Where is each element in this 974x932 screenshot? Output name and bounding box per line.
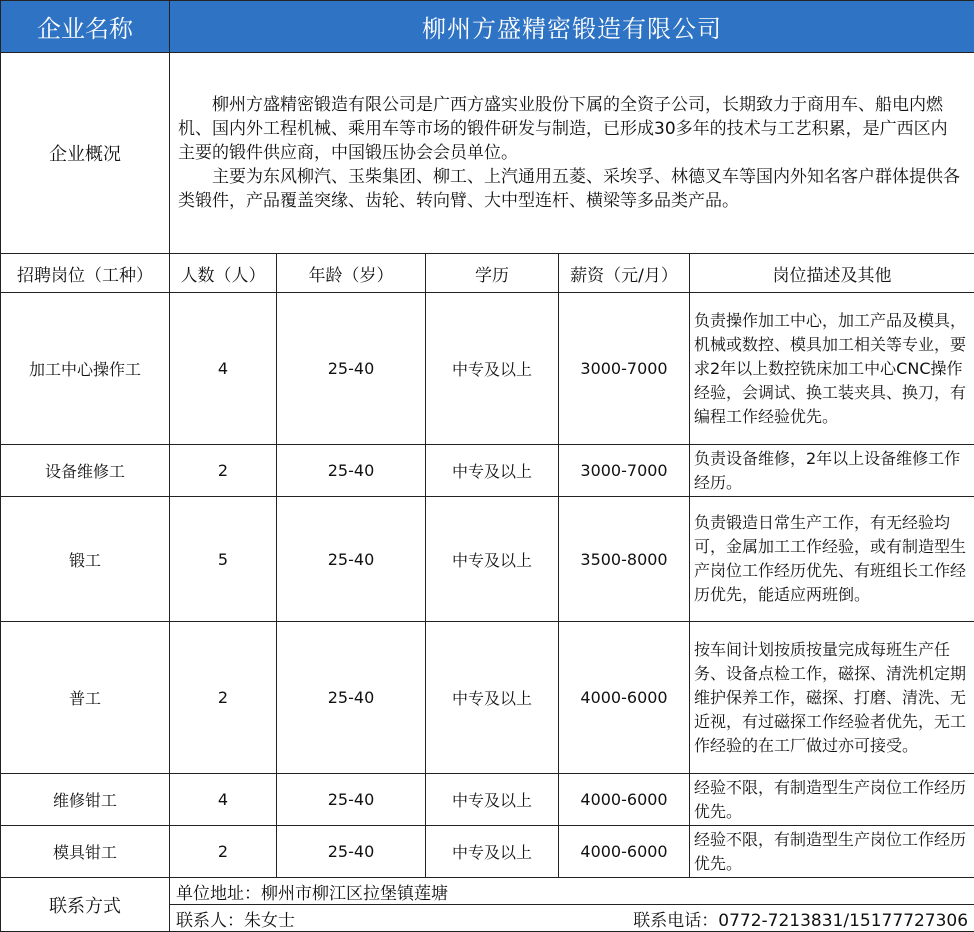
job-salary: 3000-7000 [559,293,690,445]
job-count: 5 [170,497,277,622]
job-education: 中专及以上 [426,497,559,622]
job-position: 锻工 [1,497,170,622]
job-education: 中专及以上 [426,774,559,826]
job-count: 2 [170,622,277,774]
contact-label: 联系方式 [1,878,170,932]
job-description: 负责锻造日常生产工作，有无经验均可，金属加工工作经验，或有制造型生产岗位工作经历优先、有班组长工作经历优先，能适应两班倒。 [690,497,974,622]
job-count: 2 [170,445,277,497]
job-education: 中专及以上 [426,826,559,878]
job-age: 25-40 [277,497,426,622]
overview-paragraph-1: 柳州方盛精密锻造有限公司是广西方盛实业股份下属的全资子公司，长期致力于商用车、船电内燃机、国内外工程机械、乘用车等市场的锻件研发与制造，已形成30多年的技术与工艺积累，是广西区内主要的锻件供应商，中国锻压协会会员单位。 [178,93,964,165]
job-count: 4 [170,293,277,445]
overview-text [170,53,974,254]
job-age: 25-40 [277,293,426,445]
job-education: 中专及以上 [426,622,559,774]
job-description: 按车间计划按质按量完成每班生产任务、设备点检工作，磁探、清洗机定期维护保养工作，磁探、打磨、清洗、无近视，有过磁探工作经验者优先，无工作经验的在工厂做过亦可接受。 [690,622,974,774]
overview-label: 企业概况 [1,53,170,254]
table-row [1,826,974,878]
column-header-position: 招聘岗位（工种） [1,254,170,293]
job-position: 设备维修工 [1,445,170,497]
job-position: 维修钳工 [1,774,170,826]
contact-phone: 联系电话：0772-7213831/15177727306 [633,906,968,931]
column-header-count: 人数（人） [170,254,277,293]
company-name-label: 企业名称 [1,1,170,53]
table-row [1,293,974,445]
table-row [1,445,974,497]
table-row [1,622,974,774]
contact-person: 联系人：朱女士 [176,906,295,931]
job-age: 25-40 [277,622,426,774]
job-count: 4 [170,774,277,826]
column-header-age: 年龄（岁） [277,254,426,293]
job-position: 加工中心操作工 [1,293,170,445]
job-position: 普工 [1,622,170,774]
job-position: 模具钳工 [1,826,170,878]
job-description: 经验不限，有制造型生产岗位工作经历优先。 [690,826,974,878]
job-count: 2 [170,826,277,878]
job-salary: 4000-6000 [559,826,690,878]
column-header-description: 岗位描述及其他 [690,254,974,293]
job-salary: 3500-8000 [559,497,690,622]
job-salary: 4000-6000 [559,622,690,774]
company-name: 柳州方盛精密锻造有限公司 [170,1,974,53]
job-salary: 4000-6000 [559,774,690,826]
contact-address: 单位地址：柳州市柳江区拉堡镇莲塘 [170,878,974,905]
column-header-salary: 薪资（元/月） [559,254,690,293]
job-description: 负责操作加工中心，加工产品及模具，机械或数控、模具加工相关等专业，要求2年以上数控铣床加工中心CNC操作经验，会调试、换工装夹具、换刀，有编程工作经验优先。 [690,293,974,445]
job-age: 25-40 [277,445,426,497]
table-row [1,497,974,622]
job-age: 25-40 [277,774,426,826]
job-salary: 3000-7000 [559,445,690,497]
overview-paragraph-2: 主要为东风柳汽、玉柴集团、柳工、上汽通用五菱、采埃孚、林德叉车等国内外知名客户群体提供各类锻件，产品覆盖突缘、齿轮、转向臂、大中型连杆、横梁等多品类产品。 [178,165,964,213]
column-header-row [1,254,974,293]
job-description: 负责设备维修，2年以上设备维修工作经历。 [690,445,974,497]
job-education: 中专及以上 [426,293,559,445]
job-age: 25-40 [277,826,426,878]
table-row [1,774,974,826]
contact-person-phone [170,905,974,932]
job-education: 中专及以上 [426,445,559,497]
job-description: 经验不限，有制造型生产岗位工作经历优先。 [690,774,974,826]
column-header-education: 学历 [426,254,559,293]
